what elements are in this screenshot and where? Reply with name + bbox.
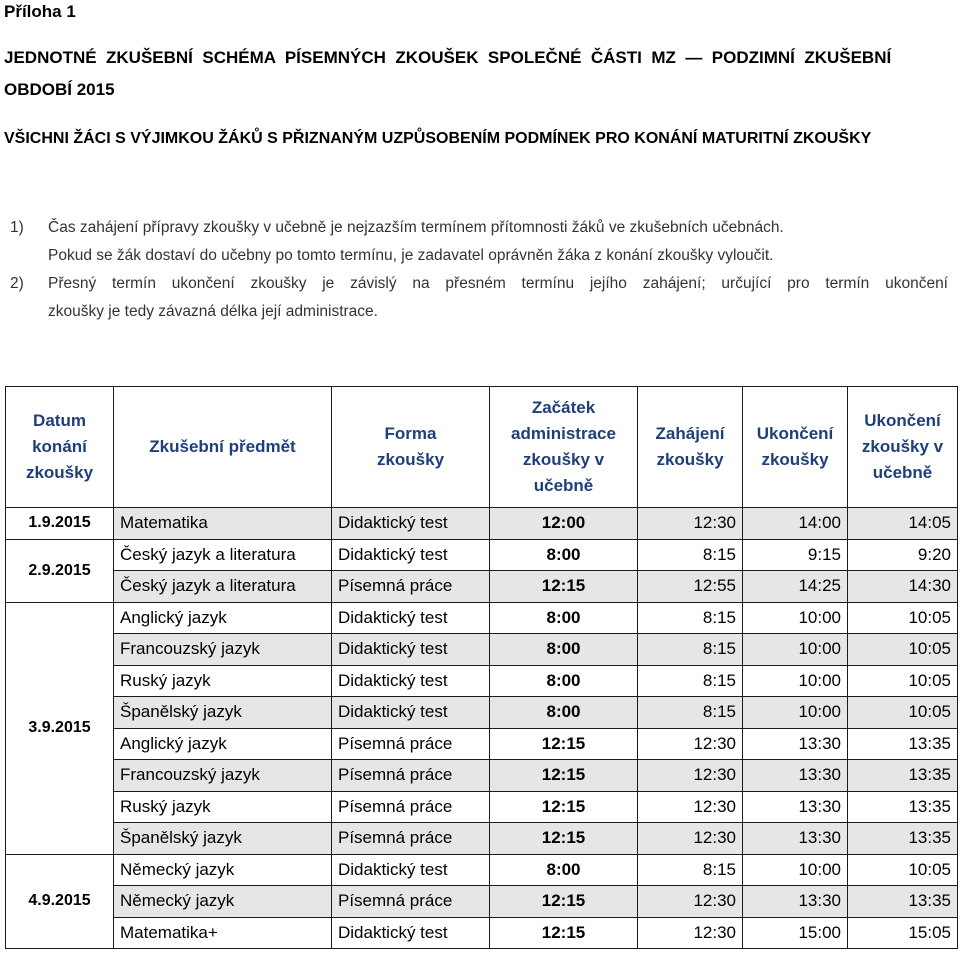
- form-cell: Didaktický test: [332, 854, 490, 886]
- table-row: [6, 697, 958, 729]
- exam-end-cell: 13:30: [743, 791, 848, 823]
- column-header-subject: Zkušební předmět: [114, 387, 332, 508]
- exam-end-cell: 10:00: [743, 634, 848, 666]
- subject-cell: Francouzský jazyk: [114, 634, 332, 666]
- table-row: [6, 539, 958, 571]
- note-number: 2): [10, 275, 24, 292]
- table-row: [6, 571, 958, 603]
- table-row: [6, 854, 958, 886]
- room-end-cell: 13:35: [848, 823, 958, 855]
- exam-start-cell: 12:30: [638, 886, 743, 918]
- admin-start-cell: 12:15: [490, 823, 638, 855]
- exam-end-cell: 13:30: [743, 823, 848, 855]
- exam-end-cell: 10:00: [743, 665, 848, 697]
- column-header-room-end: Ukončení zkoušky v učebně: [848, 387, 958, 508]
- exam-end-cell: 10:00: [743, 854, 848, 886]
- form-cell: Didaktický test: [332, 602, 490, 634]
- exam-end-cell: 10:00: [743, 602, 848, 634]
- subject-cell: Matematika+: [114, 917, 332, 949]
- document-title-line2: OBDOBÍ 2015: [4, 80, 115, 99]
- exam-end-cell: 14:25: [743, 571, 848, 603]
- table-row: [6, 602, 958, 634]
- form-cell: Didaktický test: [332, 917, 490, 949]
- admin-start-cell: 12:00: [490, 508, 638, 540]
- admin-start-cell: 8:00: [490, 634, 638, 666]
- subject-cell: Španělský jazyk: [114, 697, 332, 729]
- exam-start-cell: 12:55: [638, 571, 743, 603]
- note-2: [10, 270, 948, 330]
- column-header-date: Datum konání zkoušky: [6, 387, 114, 508]
- admin-start-cell: 8:00: [490, 697, 638, 729]
- admin-start-cell: 12:15: [490, 791, 638, 823]
- note-text-line: Čas zahájení přípravy zkoušky v učebně je nejzazším termínem přítomnosti žáků ve zkušebních učebnách.: [48, 219, 784, 236]
- column-header-form: Forma zkoušky: [332, 387, 490, 508]
- table-header-row: [6, 387, 958, 508]
- form-cell: Didaktický test: [332, 697, 490, 729]
- room-end-cell: 13:35: [848, 728, 958, 760]
- exam-start-cell: 12:30: [638, 760, 743, 792]
- admin-start-cell: 12:15: [490, 571, 638, 603]
- room-end-cell: 13:35: [848, 791, 958, 823]
- exam-end-cell: 13:30: [743, 886, 848, 918]
- subject-cell: Anglický jazyk: [114, 728, 332, 760]
- date-cell: 3.9.2015: [6, 602, 114, 854]
- admin-start-cell: 8:00: [490, 854, 638, 886]
- subject-cell: Anglický jazyk: [114, 602, 332, 634]
- room-end-cell: 13:35: [848, 886, 958, 918]
- table-row: [6, 665, 958, 697]
- exam-end-cell: 13:30: [743, 760, 848, 792]
- room-end-cell: 14:30: [848, 571, 958, 603]
- table-row: [6, 634, 958, 666]
- admin-start-cell: 8:00: [490, 602, 638, 634]
- room-end-cell: 15:05: [848, 917, 958, 949]
- form-cell: Písemná práce: [332, 571, 490, 603]
- form-cell: Didaktický test: [332, 539, 490, 571]
- room-end-cell: 13:35: [848, 760, 958, 792]
- form-cell: Písemná práce: [332, 728, 490, 760]
- admin-start-cell: 12:15: [490, 917, 638, 949]
- subject-cell: Ruský jazyk: [114, 791, 332, 823]
- subject-cell: Matematika: [114, 508, 332, 540]
- room-end-cell: 9:20: [848, 539, 958, 571]
- exam-end-cell: 9:15: [743, 539, 848, 571]
- table-row: [6, 886, 958, 918]
- table-row: [6, 791, 958, 823]
- room-end-cell: 10:05: [848, 665, 958, 697]
- table-row: [6, 728, 958, 760]
- note-1: [10, 214, 948, 274]
- appendix-label: Příloha 1: [4, 2, 76, 21]
- exam-end-cell: 14:00: [743, 508, 848, 540]
- exam-start-cell: 12:30: [638, 508, 743, 540]
- column-header-admin-start: Začátek administrace zkoušky v učebně: [490, 387, 638, 508]
- admin-start-cell: 12:15: [490, 886, 638, 918]
- exam-start-cell: 8:15: [638, 602, 743, 634]
- form-cell: Písemná práce: [332, 886, 490, 918]
- exam-schedule-table: [5, 386, 958, 949]
- exam-start-cell: 8:15: [638, 854, 743, 886]
- exam-start-cell: 12:30: [638, 728, 743, 760]
- exam-start-cell: 8:15: [638, 634, 743, 666]
- subject-cell: Ruský jazyk: [114, 665, 332, 697]
- exam-start-cell: 8:15: [638, 697, 743, 729]
- subject-cell: Český jazyk a literatura: [114, 539, 332, 571]
- column-header-exam-start: Zahájení zkoušky: [638, 387, 743, 508]
- table-row: [6, 760, 958, 792]
- note-number: 1): [10, 219, 24, 236]
- note-text-line: Přesný termín ukončení zkoušky je závislý na přesném termínu jejího zahájení; určující pro termín ukončení: [48, 275, 948, 292]
- document-title-line1: JEDNOTNÉ ZKUŠEBNÍ SCHÉMA PÍSEMNÝCH ZKOUŠEK SPOLEČNÉ ČÁSTI MZ — PODZIMNÍ ZKUŠEBNÍ: [4, 48, 892, 67]
- document-subtitle: VŠICHNI ŽÁCI S VÝJIMKOU ŽÁKŮ S PŘIZNANÝM UZPŮSOBENÍM PODMÍNEK PRO KONÁNÍ MATURITNÍ ZKOUŠKY: [4, 130, 872, 147]
- form-cell: Písemná práce: [332, 760, 490, 792]
- form-cell: Didaktický test: [332, 634, 490, 666]
- column-header-exam-end: Ukončení zkoušky: [743, 387, 848, 508]
- subject-cell: Německý jazyk: [114, 886, 332, 918]
- exam-start-cell: 12:30: [638, 917, 743, 949]
- room-end-cell: 10:05: [848, 602, 958, 634]
- subject-cell: Německý jazyk: [114, 854, 332, 886]
- room-end-cell: 10:05: [848, 634, 958, 666]
- note-text-line: zkoušky je tedy závazná délka její administrace.: [48, 303, 378, 320]
- admin-start-cell: 8:00: [490, 539, 638, 571]
- room-end-cell: 10:05: [848, 854, 958, 886]
- table-row: [6, 823, 958, 855]
- date-cell: 1.9.2015: [6, 508, 114, 540]
- admin-start-cell: 12:15: [490, 728, 638, 760]
- exam-start-cell: 12:30: [638, 791, 743, 823]
- note-text-line: Pokud se žák dostaví do učebny po tomto termínu, je zadavatel oprávněn žáka z konání zkoušky vyloučit.: [48, 247, 774, 264]
- exam-start-cell: 8:15: [638, 665, 743, 697]
- admin-start-cell: 12:15: [490, 760, 638, 792]
- exam-end-cell: 15:00: [743, 917, 848, 949]
- subject-cell: Český jazyk a literatura: [114, 571, 332, 603]
- subject-cell: Francouzský jazyk: [114, 760, 332, 792]
- room-end-cell: 14:05: [848, 508, 958, 540]
- table-row: [6, 508, 958, 540]
- table-row: [6, 917, 958, 949]
- exam-end-cell: 10:00: [743, 697, 848, 729]
- form-cell: Didaktický test: [332, 665, 490, 697]
- date-cell: 4.9.2015: [6, 854, 114, 949]
- form-cell: Písemná práce: [332, 823, 490, 855]
- date-cell: 2.9.2015: [6, 539, 114, 602]
- subject-cell: Španělský jazyk: [114, 823, 332, 855]
- exam-start-cell: 8:15: [638, 539, 743, 571]
- exam-start-cell: 12:30: [638, 823, 743, 855]
- form-cell: Didaktický test: [332, 508, 490, 540]
- admin-start-cell: 8:00: [490, 665, 638, 697]
- room-end-cell: 10:05: [848, 697, 958, 729]
- exam-end-cell: 13:30: [743, 728, 848, 760]
- form-cell: Písemná práce: [332, 791, 490, 823]
